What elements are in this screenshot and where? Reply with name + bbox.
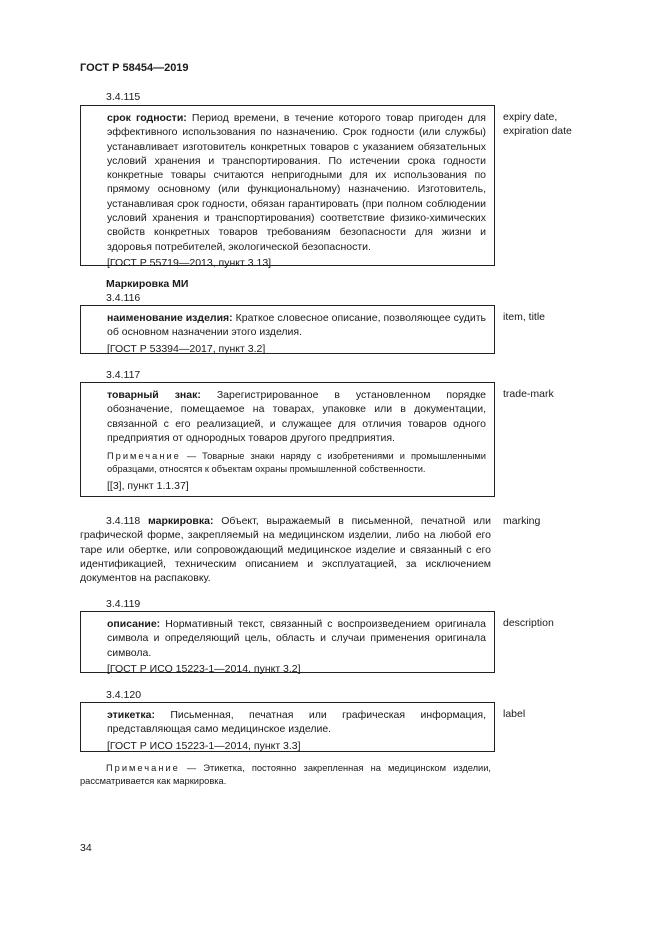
document-header: ГОСТ Р 58454—2019: [80, 62, 189, 74]
english-term: description: [503, 617, 554, 629]
term-box: [80, 305, 495, 354]
term-source: [ГОСТ Р ИСО 15223-1—2014, пункт 3.2]: [107, 662, 301, 675]
section-heading: Маркировка МИ: [106, 278, 189, 290]
term-box: [80, 382, 495, 497]
term-definition: описание: Нормативный текст, связанный с воспроизведением оригинала символа и определяющий цель, область и случаи применения оригинала символа.: [107, 618, 486, 659]
term-box: [80, 105, 495, 269]
term-definition: этикетка: Письменная, печатная или графическая информация, представляющая само медицинское изделие.: [107, 709, 486, 736]
term-definition: товарный знак: Зарегистрированное в установленном порядке обозначение, помещаемое на товарах, упаковке или в документации, связанной с его реализацией, и служащее для отличия товаров одного предприятия от однородных товаров другого предприятия.: [107, 389, 486, 444]
term-name: срок годности:: [107, 112, 187, 124]
english-term: item, title: [503, 311, 546, 323]
term-definition: наименование изделия: Краткое словесное описание, позволяющее судить об основном назначении этого изделия.: [107, 312, 487, 339]
term-name: описание:: [107, 618, 161, 630]
term-box: [80, 702, 495, 752]
term-number: 3.4.119: [106, 598, 141, 610]
term-number: 3.4.115: [106, 91, 141, 103]
term-number: 3.4.118: [106, 515, 141, 527]
term-definition: срок годности: Период времени, в течение которого товар пригоден для эффективного использования по назначению. Срок годности (или службы) устанавливает изготовитель конкретных товаров с указанием обязательных условий хранения и транспортирования. По истечении срока годности конкретные товары считаются непригодными для их использования по прямому основному (или функциональному) назначению. Изготовитель, устанавливая срок годности, обязан гарантировать (при полном соблюдении условий хранения и транспортирования) соответствие физико-химических свойств конкретных товаров требованиям безопасности для жизни и здоровья потребителей, экологической безопасности.: [107, 112, 486, 253]
english-term: expiry date, expiration date: [503, 111, 572, 138]
term-source: [ГОСТ Р 55719—2013, пункт 3.13]: [107, 256, 272, 269]
term-source: [ГОСТ Р 53394—2017, пункт 3.2]: [107, 342, 266, 355]
term-box: [80, 611, 495, 673]
term-name: товарный знак:: [107, 389, 201, 401]
term-name: этикетка:: [107, 709, 155, 721]
final-note: Примечание — Этикетка, постоянно закрепленная на медицинском изделии, рассматривается как маркировка.: [80, 763, 491, 786]
term-note: Примечание — Товарные знаки наряду с изобретениями и промышленными образцами, относятся к объектам охраны промышленной собственности.: [107, 451, 486, 474]
page-number: 34: [80, 842, 92, 854]
term-source: [[3], пункт 1.1.37]: [107, 480, 189, 493]
term-definition: 3.4.118 маркировка: Объект, выражаемый в письменной, печатной или графической форме, закрепляемый на медицинском изделии, либо на любой его таре или обертке, или сопровождающий медицинское изделие и связанный с его идентификацией, техническим описанием и эксплуатацией, за исключением документов на распаковку.: [80, 515, 491, 585]
english-term: marking: [503, 515, 541, 527]
term-name: маркировка:: [148, 515, 214, 527]
term-number: 3.4.117: [106, 369, 141, 381]
term-number: 3.4.116: [106, 292, 141, 304]
english-term: label: [503, 708, 526, 720]
english-term: trade-mark: [503, 388, 554, 400]
term-source: [ГОСТ Р ИСО 15223-1—2014, пункт 3.3]: [107, 739, 301, 752]
term-number: 3.4.120: [106, 689, 142, 701]
term-name: наименование изделия:: [107, 312, 233, 324]
